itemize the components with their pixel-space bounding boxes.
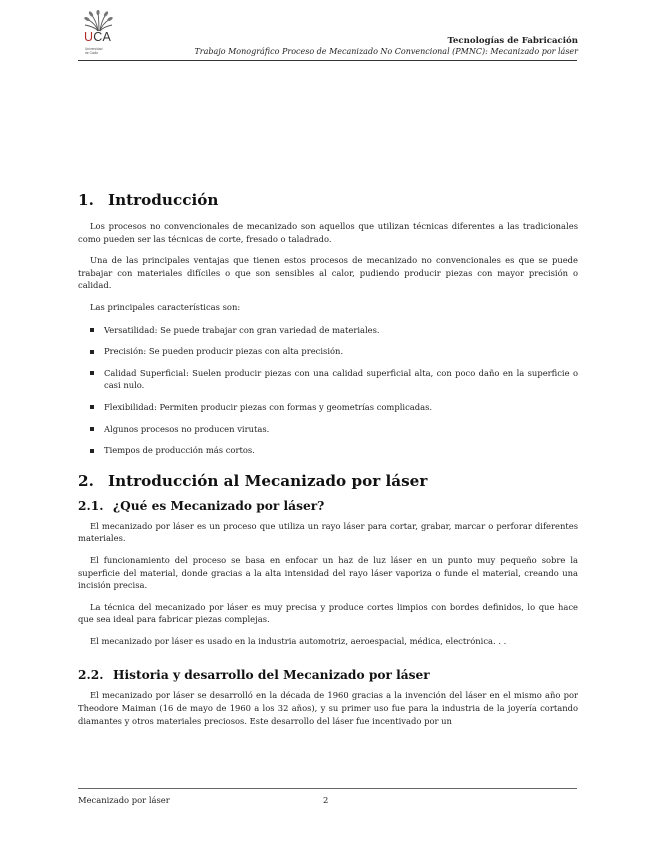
list-item: Algunos procesos no producen virutas. [78, 423, 578, 436]
paragraph: El mecanizado por láser se desarrolló en la década de 1960 gracias a la invención del láser en el mismo año por Theodore Maiman (16 de mayo de 1960 a los 32 años), y su primer uso fue para la industria de la joyería cortando diamantes y otros materiales preciosos. Este desarrollo del láser fue incentivado por un [78, 690, 578, 726]
bullet-icon [90, 371, 94, 375]
leaf-emblem-icon [80, 10, 120, 32]
logo-university-name: Universidad de Cádiz [85, 47, 103, 55]
paragraph: Una de las principales ventajas que tienen estos procesos de mecanizado no convencionales es que se puede trabajar con materiales difíciles o que son sensibles al calor, pudiendo producir piezas con mayor precisión o calidad. [78, 255, 578, 291]
paragraph: El mecanizado por láser es usado en la industria automotriz, aeroespacial, médica, electrónica. . . [90, 635, 507, 646]
bullet-icon [90, 427, 94, 431]
subsection-heading-que-es: 2.1. ¿Qué es Mecanizado por láser? [78, 498, 325, 513]
logo-wordmark: UCA [84, 30, 111, 44]
list-item: Precisión: Se pueden producir piezas con alta precisión. [78, 345, 578, 358]
paragraph: La técnica del mecanizado por láser es muy precisa y produce cortes limpios con bordes definidos, lo que hace que sea ideal para fabricar piezas complejas. [78, 601, 578, 625]
paragraph: Las principales características son: [90, 301, 241, 312]
footer-title: Mecanizado por láser [78, 795, 170, 805]
subsection-heading-historia: 2.2. Historia y desarrollo del Mecanizado por láser [78, 668, 430, 683]
main-content [78, 190, 578, 727]
bullet-icon [90, 328, 94, 332]
list-item: Calidad Superficial: Suelen producir piezas con una calidad superficial alta, con poco daño en la superficie o casi nulo. [78, 367, 578, 392]
paragraph: El mecanizado por láser es un proceso que utiliza un rayo láser para cortar, grabar, marcar o perforar diferentes materiales. [78, 520, 578, 544]
header-course-title: Tecnologías de Fabricación [447, 36, 578, 46]
footer-rule [78, 788, 577, 789]
bullet-icon [90, 449, 94, 453]
list-item: Versatilidad: Se puede trabajar con gran variedad de materiales. [78, 324, 578, 337]
bullet-icon [90, 350, 94, 354]
list-item: Flexibilidad: Permiten producir piezas con formas y geometrías complicadas. [78, 401, 578, 414]
bullet-icon [90, 405, 94, 409]
paragraph: Los procesos no convencionales de mecanizado son aquellos que utilizan técnicas diferentes a las tradicionales como pueden ser las técnicas de corte, fresado o taladrado. [78, 221, 578, 244]
university-logo [80, 10, 120, 58]
header-rule [78, 60, 577, 61]
list-item: Tiempos de producción más cortos. [78, 444, 578, 457]
section-heading-introduccion: 1. Introducción [78, 191, 219, 209]
page-number: 2 [323, 795, 329, 805]
characteristics-list [78, 324, 578, 457]
header-subtitle: Trabajo Monográfico Proceso de Mecanizado No Convencional (PMNC): Mecanizado por láser [194, 47, 578, 56]
section-heading-mecanizado-laser: 2. Introducción al Mecanizado por láser [78, 471, 428, 490]
paragraph: El funcionamiento del proceso se basa en enfocar un haz de luz láser en un punto muy pequeño sobre la superficie del material, donde gracias a la alta intensidad del rayo láser vaporiza o funde el material, creando una incisión precisa. [78, 554, 578, 591]
